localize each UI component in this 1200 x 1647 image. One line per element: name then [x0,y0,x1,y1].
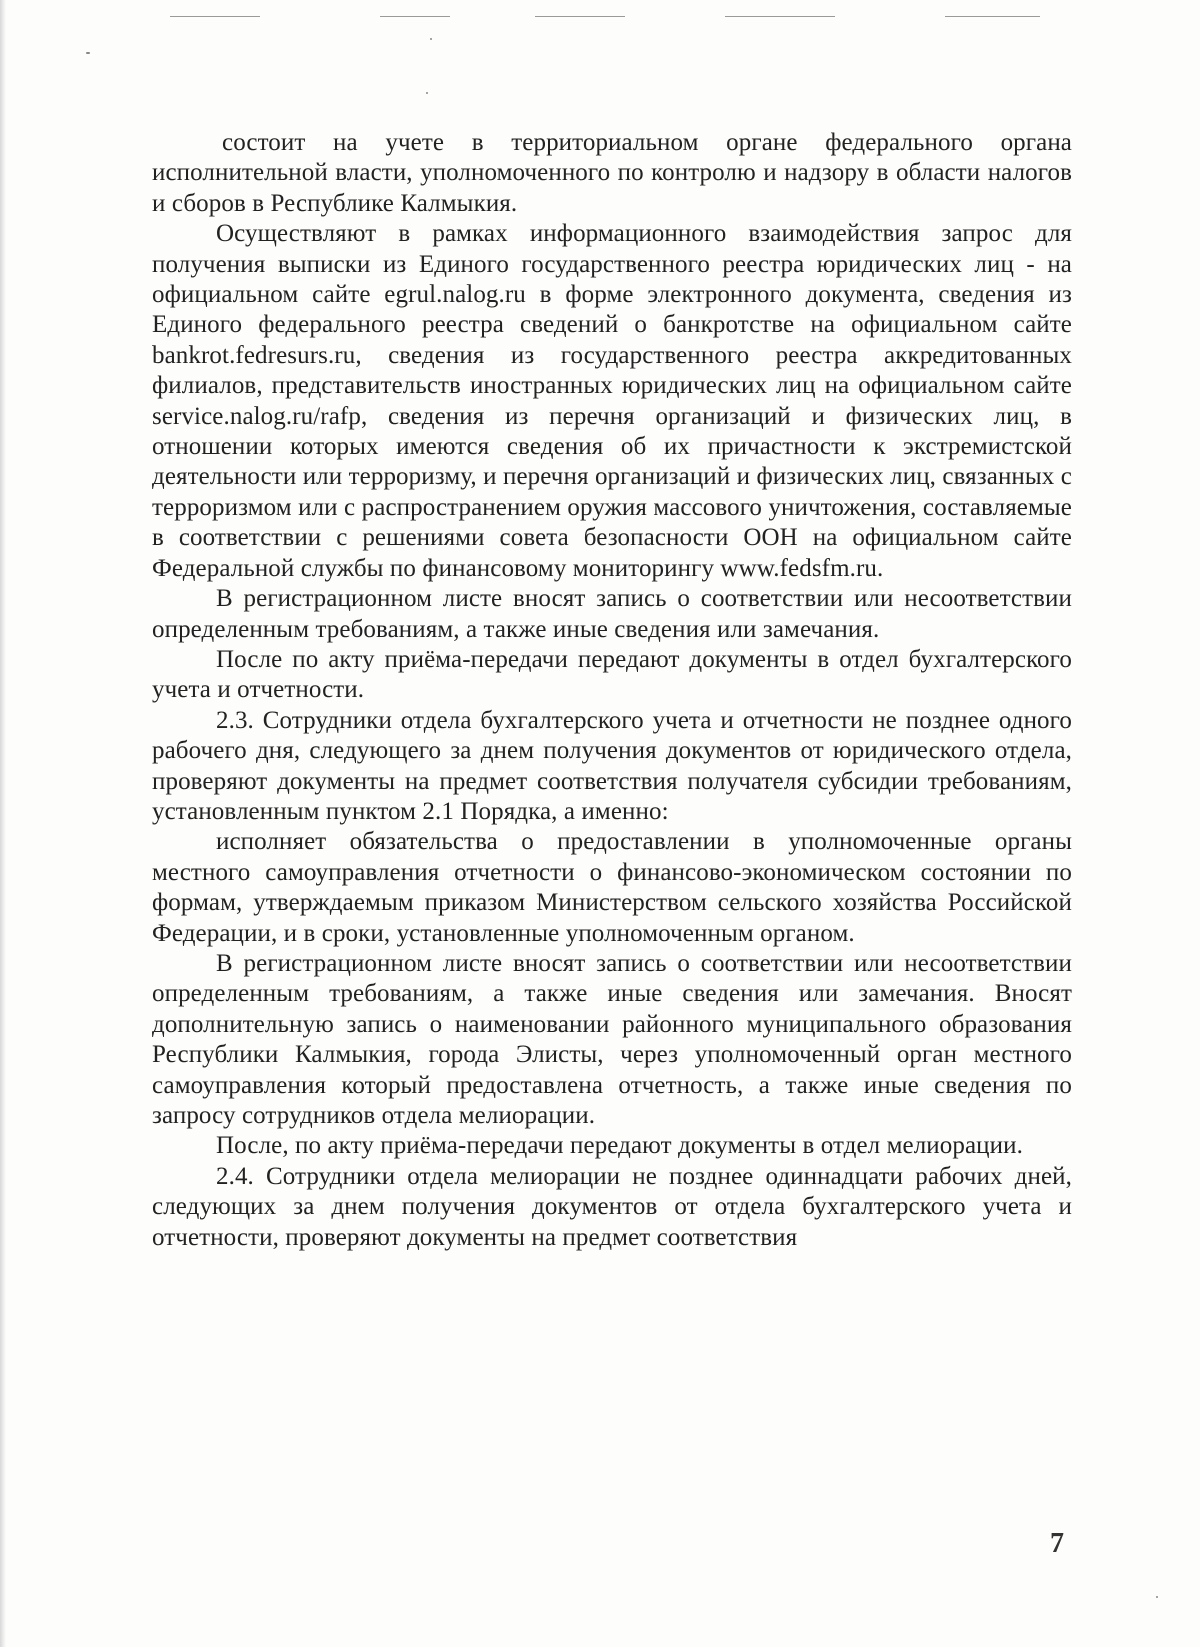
paragraph: 2.3. Сотрудники отдела бухгалтерского учета и отчетности не позднее одного рабочего дня, следующего за днем получения документов от юридического отдела, проверяют документы на предмет соответствия получателя субсидии требованиям, установленным пунктом 2.1 Порядка, а именно: [152,706,1072,825]
paragraph: 2.4. Сотрудники отдела мелиорации не позднее одиннадцати рабочих дней, следующих за днем получения документов от отдела бухгалтерского учета и отчетности, проверяют документы на предмет соответствия [152,1162,1072,1251]
scan-top-marks [170,14,1070,20]
paragraph: В регистрационном листе вносят запись о соответствии или несоответствии определенным требованиям, а также иные сведения или замечания. [152,585,1072,643]
scan-edge-shadow [0,0,6,1647]
page-number: 7 [1050,1528,1064,1559]
paragraph: Осуществляют в рамках информационного взаимодействия запрос для получения выписки из Единого государственного реестра юридических лиц - на официальном сайте egrul.nalog.ru в форме электронного документа, сведения из Единого федерального реестра сведений о банкротстве на официальном сайте bankrot.fedresurs.ru, сведения из государственного реестра аккредитованных филиалов, представительств иностранных юридических лиц на официальном сайте service.nalog.ru/rafp, сведения из перечня организаций и физических лиц, в отношении которых имеются сведения об их причастности к экстремистской деятельности или терроризму, и перечня организаций и физических лиц, связанных с терроризмом или с распространением оружия массового уничтожения, составляемые в соответствии с решениями совета безопасности ООН на официальном сайте Федеральной службы по финансовому мониторингу www.fedsfm.ru. [152,220,1072,582]
scan-speck [1156,1596,1158,1598]
scan-speck [86,52,90,54]
paragraph: состоит на учете в территориальном органе федерального органа исполнительной власти, уполномоченного по контролю и надзору в области налогов и сборов в Республике Калмыкия. [152,129,1072,217]
paragraph: исполняет обязательства о предоставлении в уполномоченные органы местного самоуправления отчетности о финансово-экономическом состоянии по формам, утверждаемым приказом Министерством сельского хозяйства Российской Федерации, и в сроки, установленные уполномоченным органом. [152,828,1072,947]
paragraph: После, по акту приёма-передачи передают документы в отдел мелиорации. [216,1132,1023,1160]
scan-speck [430,38,432,40]
paragraph: После по акту приёма-передачи передают документы в отдел бухгалтерского учета и отчетности. [152,645,1072,704]
scan-speck [426,92,428,94]
document-body [152,128,1072,1253]
paragraph: В регистрационном листе вносят запись о соответствии или несоответствии определенным требованиям, а также иные сведения или замечания. Вносят дополнительную запись о наименовании районного муниципального образования Республики Калмыкия, города Элисты, через уполномоченный орган местного самоуправления который предоставлена отчетность, а также иные сведения по запросу сотрудников отдела мелиорации. [152,949,1072,1129]
